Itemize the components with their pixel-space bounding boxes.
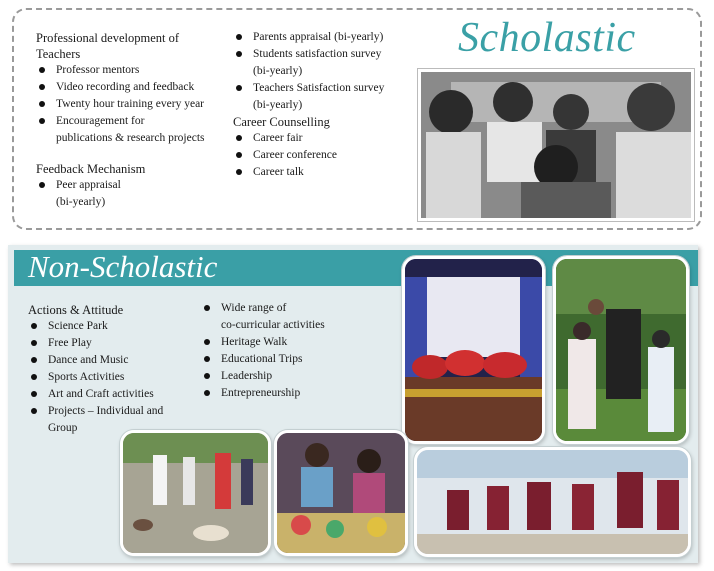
heading-line: Professional development of: [36, 31, 180, 45]
list-item: [36, 177, 226, 211]
list-item: Video recording and feedback: [36, 79, 226, 96]
photo-illustration: [421, 72, 691, 218]
scholastic-title: Scholastic: [458, 15, 636, 61]
non-scholastic-column-2: [201, 300, 381, 402]
stage-dance-photo: [402, 256, 545, 444]
list-item-line: co-curricular activities: [221, 319, 325, 331]
list-item: Parents appraisal (bi-yearly): [233, 29, 403, 46]
non-scholastic-title: Non-Scholastic: [28, 249, 218, 284]
photo-illustration: [556, 259, 686, 441]
list-item-line: Peer appraisal: [56, 179, 121, 191]
list-item: Career talk: [233, 164, 403, 181]
list-item-line: Teachers Satisfaction survey: [253, 82, 385, 94]
heading-career-counselling: Career Counselling: [233, 115, 330, 129]
photo-illustration: [277, 433, 405, 553]
list-item-line: (bi-yearly): [253, 99, 303, 111]
list-item-line: Encouragement for: [56, 115, 145, 127]
list-item: Twenty hour training every year: [36, 96, 226, 113]
heritage-walk-photo: [120, 430, 271, 556]
craft-stall-photo: [274, 430, 408, 556]
list-item-line: (bi-yearly): [253, 65, 303, 77]
students-jumping-photo: [414, 447, 691, 557]
non-scholastic-column-1: [28, 302, 198, 437]
career-list: [233, 130, 403, 181]
horse-riding-photo: [553, 256, 689, 444]
photo-illustration: [417, 450, 688, 554]
heading-feedback-mechanism: Feedback Mechanism: [36, 162, 146, 176]
activities-list: [201, 300, 381, 402]
heading-line: Teachers: [36, 47, 81, 61]
list-item: [233, 80, 403, 114]
list-item: Educational Trips: [201, 351, 381, 368]
scholastic-column-2: [233, 29, 403, 181]
list-item: Sports Activities: [28, 369, 198, 386]
photo-illustration: [405, 259, 542, 441]
list-item: Science Park: [28, 318, 198, 335]
list-item: [36, 113, 226, 147]
children-classroom-photo: [418, 69, 694, 221]
list-item: Entrepreneurship: [201, 385, 381, 402]
list-item-line: Wide range of: [221, 302, 287, 314]
list-item: Art and Craft activities: [28, 386, 198, 403]
list-item: Career fair: [233, 130, 403, 147]
feedback-list: [36, 177, 226, 211]
heading-professional-development: [36, 30, 226, 62]
list-item: Free Play: [28, 335, 198, 352]
appraisal-list: [233, 29, 403, 114]
professional-development-list: [36, 62, 226, 147]
heading-actions-attitude: Actions & Attitude: [28, 303, 124, 317]
scholastic-column-1: [36, 30, 226, 211]
list-item-line: (bi-yearly): [56, 196, 106, 208]
list-item: Heritage Walk: [201, 334, 381, 351]
list-item-line: publications & research projects: [56, 132, 205, 144]
actions-list: [28, 318, 198, 437]
photo-illustration: [123, 433, 268, 553]
list-item: Professor mentors: [36, 62, 226, 79]
list-item: [233, 46, 403, 80]
list-item: Leadership: [201, 368, 381, 385]
list-item: [201, 300, 381, 334]
list-item-line: Students satisfaction survey: [253, 48, 382, 60]
list-item: Dance and Music: [28, 352, 198, 369]
list-item: Career conference: [233, 147, 403, 164]
list-item-line: Group: [48, 422, 78, 434]
list-item-line: Projects – Individual and: [48, 405, 164, 417]
